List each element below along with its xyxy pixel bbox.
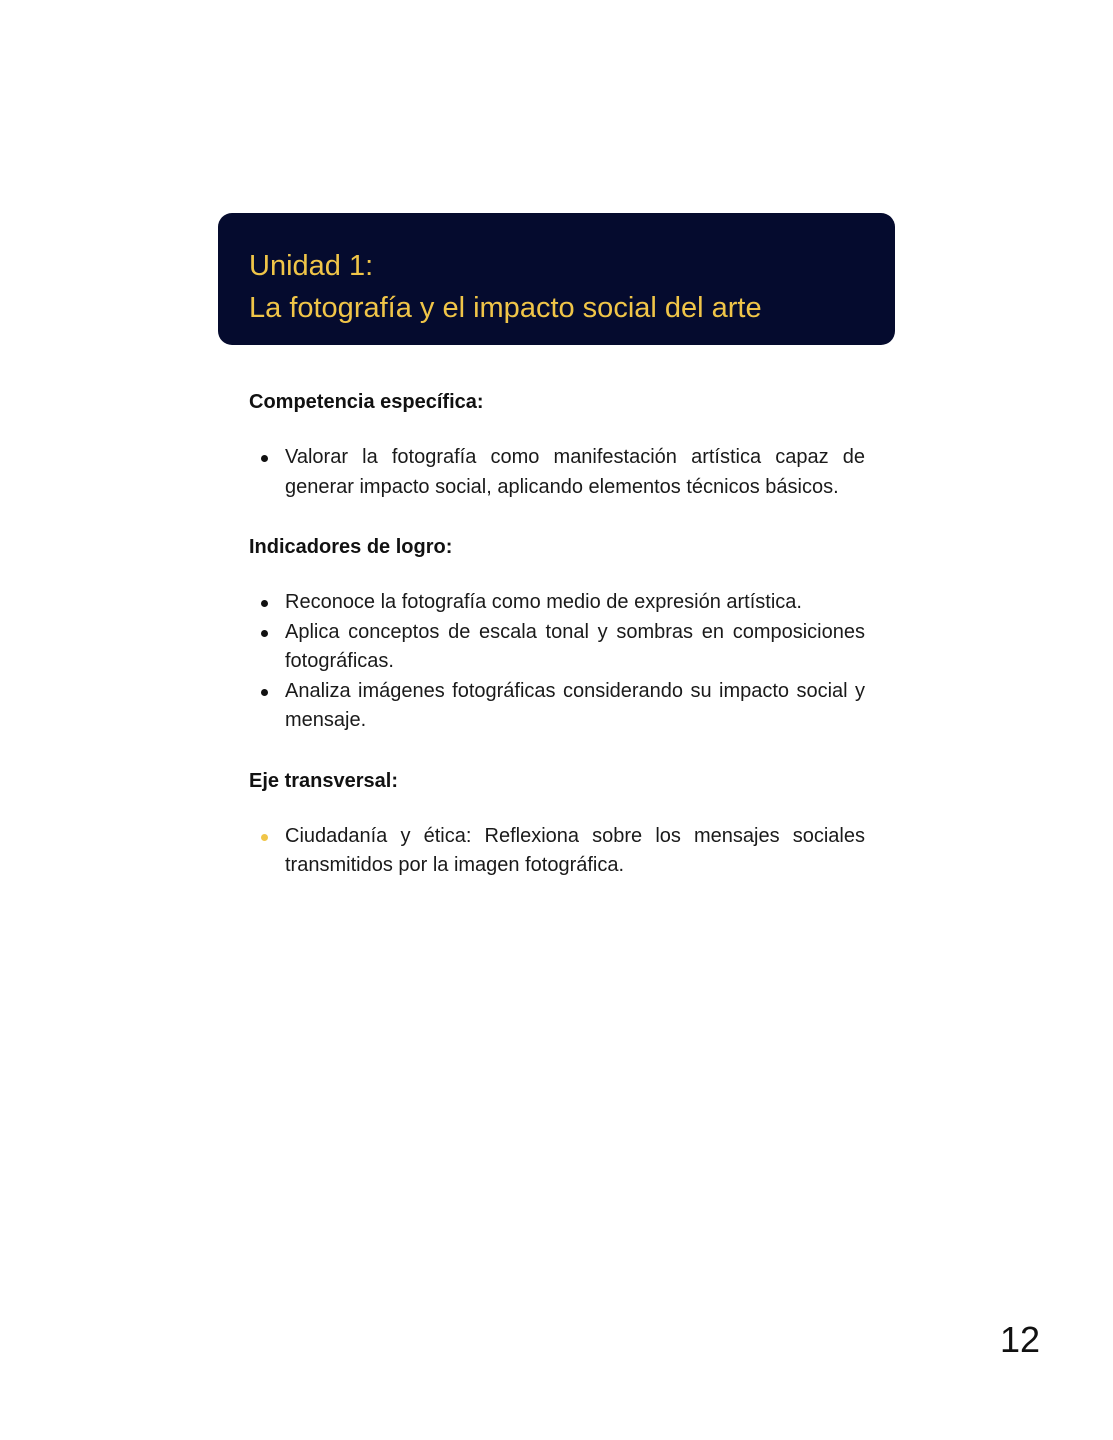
indicadores-heading: Indicadores de logro:: [249, 536, 453, 558]
list-item-text: Reconoce la fotografía como medio de expresión artística.: [285, 591, 802, 613]
list-item-text: Analiza imágenes fotográficas considerando su impacto social y mensaje.: [285, 679, 865, 731]
bullet-icon: [261, 689, 268, 696]
list-item: [249, 588, 865, 618]
list-item-text: Ciudadanía y ética: Reflexiona sobre los mensajes sociales transmitidos por la imagen fotográfica.: [285, 824, 865, 876]
bullet-icon: [261, 834, 268, 841]
eje-heading: Eje transversal:: [249, 769, 398, 792]
competencia-list: [249, 443, 865, 502]
bullet-icon: [261, 630, 268, 637]
list-item: [249, 822, 865, 881]
unit-subtitle: La fotografía y el impacto social del arte: [249, 292, 762, 324]
eje-list: [249, 822, 865, 881]
list-item-text: Aplica conceptos de escala tonal y sombras en composiciones fotográficas.: [285, 620, 865, 672]
list-item: [249, 677, 865, 736]
list-item: [249, 618, 865, 677]
unit-title-banner: [218, 213, 895, 345]
bullet-icon: [261, 455, 268, 462]
indicadores-list: [249, 588, 865, 736]
competencia-heading: Competencia específica:: [249, 391, 484, 413]
unit-content: [249, 384, 865, 908]
list-item-text: Valorar la fotografía como manifestación artística capaz de generar impacto social, aplicando elementos técnicos básicos.: [285, 446, 865, 498]
list-item: [249, 443, 865, 502]
unit-number-title: Unidad 1:: [249, 250, 374, 282]
bullet-icon: [261, 600, 268, 607]
page-number: 12: [999, 1319, 1040, 1360]
